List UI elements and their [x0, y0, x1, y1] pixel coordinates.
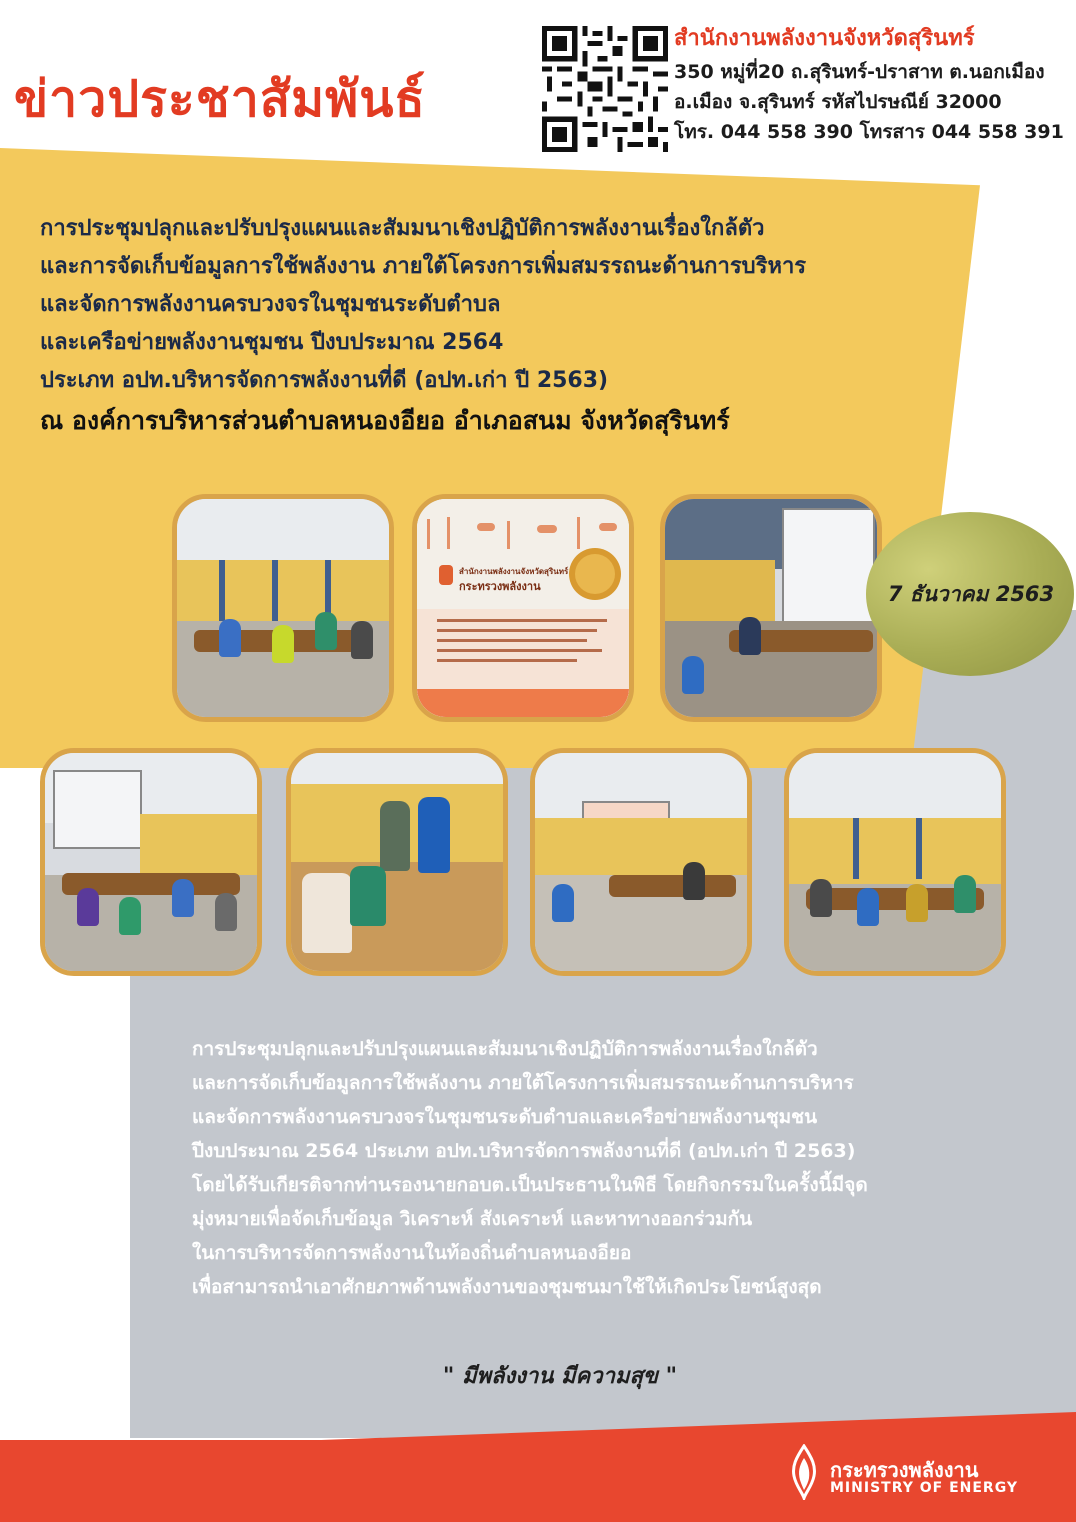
photo-certificate-handover	[286, 748, 508, 976]
photo-meeting-room-3	[530, 748, 752, 976]
slide-graphic	[417, 499, 629, 717]
photo-presentation-slide	[412, 494, 634, 722]
headline-line: และเครือข่ายพลังงานชุมชน ปีงบประมาณ 2564	[40, 330, 504, 355]
body-line: ปีงบประมาณ 2564 ประเภท อปท.บริหารจัดการพลังงานที่ดี (อปท.เก่า ปี 2563)	[192, 1140, 856, 1162]
photo-meeting-room-4	[784, 748, 1006, 976]
photo-meeting-room-2	[40, 748, 262, 976]
body-line: การประชุมปลุกและปรับปรุงแผนและสัมมนาเชิงปฏิบัติการพลังงานเรื่องใกล้ตัว	[192, 1038, 818, 1060]
photo-meeting-room-1	[172, 494, 394, 722]
headline-line: การประชุมปลุกและปรับปรุงแผนและสัมมนาเชิงปฏิบัติการพลังงานเรื่องใกล้ตัว	[40, 216, 765, 241]
slogan: " มีพลังงาน มีความสุข "	[442, 1364, 678, 1389]
qr-code	[542, 26, 668, 152]
office-name: สำนักงานพลังงานจังหวัดสุรินทร์	[674, 26, 975, 51]
ministry-flame-icon	[786, 1444, 822, 1500]
slide-org-line: สำนักงานพลังงานจังหวัดสุรินทร์	[459, 567, 569, 576]
event-date: 7 ธันวาคม 2563	[887, 582, 1055, 606]
body-line: และจัดการพลังงานครบวงจรในชุมชนระดับตำบลและเครือข่ายพลังงานชุมชน	[192, 1106, 818, 1128]
headline-line: และจัดการพลังงานครบวงจรในชุมชนระดับตำบล	[40, 292, 501, 317]
headline-line: และการจัดเก็บข้อมูลการใช้พลังงาน ภายใต้โครงการเพิ่มสมรรถนะด้านการบริหาร	[40, 254, 807, 279]
slide-org-line: กระทรวงพลังงาน	[459, 580, 541, 593]
body-line: ในการบริหารจัดการพลังงานในท้องถิ่นตำบลหนองอียอ	[192, 1242, 632, 1264]
body-line: และการจัดเก็บข้อมูลการใช้พลังงาน ภายใต้โครงการเพิ่มสมรรถนะด้านการบริหาร	[192, 1072, 854, 1094]
address-line: 350 หมู่ที่20 ถ.สุรินทร์-ปราสาท ต.นอกเมือง	[674, 61, 1045, 83]
page-title: ข่าวประชาสัมพันธ์	[14, 70, 426, 128]
body-line: มุ่งหมายเพื่อจัดเก็บข้อมูล วิเคราะห์ สังเคราะห์ และหาทางออกร่วมกัน	[192, 1208, 753, 1230]
headline-venue: ณ องค์การบริหารส่วนตำบลหนองอียอ อำเภอสนม จังหวัดสุรินทร์	[40, 406, 730, 435]
headline-line: ประเภท อปท.บริหารจัดการพลังงานที่ดี (อปท.เก่า ปี 2563)	[40, 368, 609, 393]
body-line: โดยได้รับเกียรติจากท่านรองนายกอบต.เป็นประธานในพิธี โดยกิจกรรมในครั้งนี้มีจุด	[192, 1174, 868, 1196]
ministry-name-english: MINISTRY OF ENERGY	[830, 1480, 1019, 1496]
ministry-name-thai: กระทรวงพลังงาน	[830, 1458, 979, 1482]
photo-speaker	[660, 494, 882, 722]
address-line: อ.เมือง จ.สุรินทร์ รหัสไปรษณีย์ 32000	[674, 91, 1002, 113]
phone-line: โทร. 044 558 390 โทรสาร 044 558 391	[674, 121, 1064, 143]
body-line: เพื่อสามารถนำเอาศักยภาพด้านพลังงานของชุมชนมาใช้ให้เกิดประโยชน์สูงสุด	[192, 1276, 822, 1298]
